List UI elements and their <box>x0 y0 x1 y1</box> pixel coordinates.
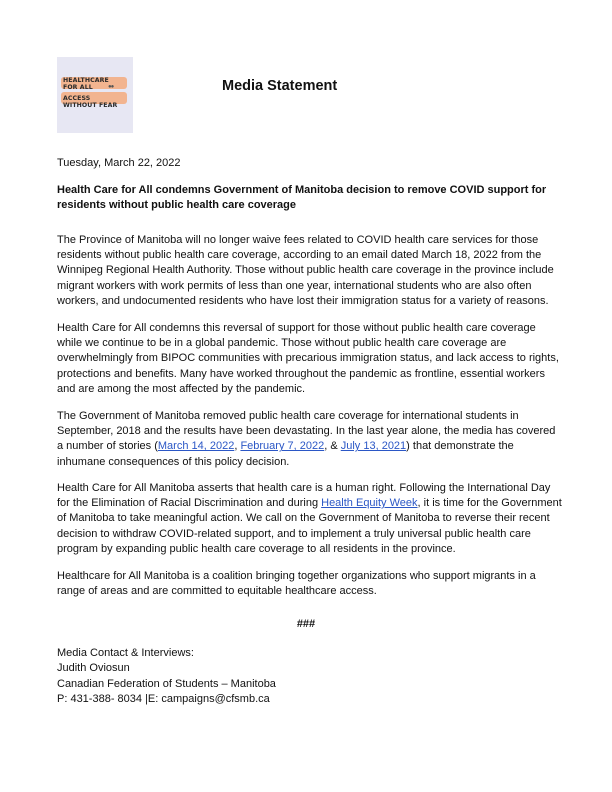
page-title: Media Statement <box>222 78 338 94</box>
logo-mark-icon: ●● <box>108 84 114 90</box>
paragraph-4 <box>57 481 562 557</box>
paragraph-3-separator-2: , & <box>324 440 341 453</box>
contact-phone-email: P: 431-388- 8034 |E: campaigns@cfsmb.ca <box>57 692 270 705</box>
headline: Health Care for All condemns Government of Manitoba decision to remove COVID support for residents without public health care coverage <box>57 184 547 211</box>
contact-organization: Canadian Federation of Students – Manitoba <box>57 677 276 690</box>
paragraph-4-text-end: , it is time for the Government of Manitoba to take meaningful action. We call on the Government of Manitoba to reverse their recent decision to withdraw COVID-related support, and to implement a truly universal public health care program by expanding public health care coverage to all residents in the province. <box>57 497 562 555</box>
paragraph-3 <box>57 409 562 470</box>
paragraph-3-text-end: ) that demonstrate the inhumane consequences of this policy decision. <box>57 440 514 468</box>
paragraph-4-text-start: Health Care for All Manitoba asserts that health care is a human right. Following the International Day for the Elimination of Racial Discrimination and during <box>57 482 551 510</box>
contact-name: Judith Oviosun <box>57 662 130 675</box>
paragraph-2: Health Care for All condemns this reversal of support for those without public health care coverage while we continue to be in a global pandemic. Those without public health care coverage are overwhelmingly from BIPOC communities with precarious immigration status, and lack access to rights, protections and benefits. Many have worked throughout the pandemic as frontline, essential workers and are among the most affected by the pandemic. <box>57 322 559 395</box>
paragraph-5: Healthcare for All Manitoba is a coalition bringing together organizations who support migrants in a range of areas and are committed to equitable healthcare access. <box>57 570 536 598</box>
link-march-14-2022[interactable]: March 14, 2022 <box>157 440 235 453</box>
statement-date: Tuesday, March 22, 2022 <box>57 157 181 169</box>
link-health-equity-week[interactable]: Health Equity Week <box>321 497 418 510</box>
paragraph-1: The Province of Manitoba will no longer waive fees related to COVID health care services for those residents without public health care coverage, according to an email dated March 18, 2022 from the Winnipeg Regional Health Authority. Those without public health care coverage in the province include migrant workers with work permits of less than one year, international students who are also often workers, and undocumented residents who have lost their immigration status for a variety of reasons. <box>57 234 554 307</box>
contact-heading: Media Contact & Interviews: <box>57 647 194 659</box>
link-july-13-2021[interactable]: July 13, 2021 <box>340 440 407 453</box>
paragraph-3-text-start: The Government of Manitoba removed public health care coverage for international students in September, 2018 and the results have been devastating. In the last year alone, the media has covered a number of stories ( <box>57 410 556 453</box>
logo-line-2: FOR ALL <box>63 84 93 91</box>
section-separator: ### <box>296 618 316 630</box>
logo-line-1: HEALTHCARE <box>63 77 109 84</box>
link-february-7-2022[interactable]: February 7, 2022 <box>240 440 325 453</box>
logo-line-4: WITHOUT FEAR <box>63 102 118 109</box>
paragraph-3-separator-1: , <box>234 440 241 453</box>
healthcare-for-all-logo <box>57 57 133 133</box>
media-contact-block <box>57 646 276 707</box>
logo-line-3: ACCESS <box>63 95 91 102</box>
